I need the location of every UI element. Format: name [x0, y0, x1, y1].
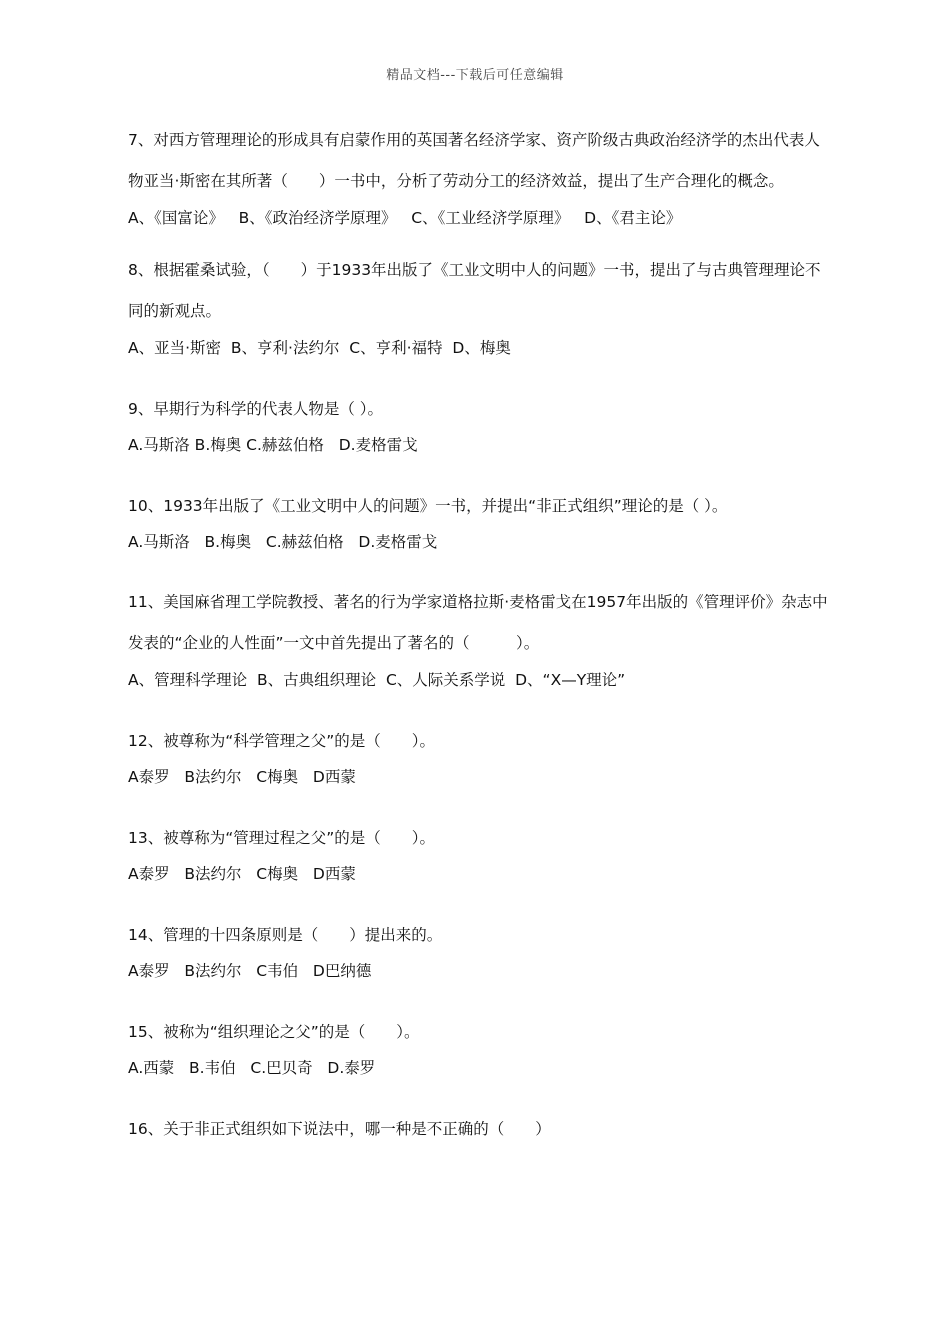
question-options: A.马斯洛 B.梅奥 C.赫兹伯格 D.麦格雷戈: [128, 436, 418, 454]
question-options: A.马斯洛 B.梅奥 C.赫兹伯格 D.麦格雷戈: [128, 533, 438, 551]
question-11: [128, 582, 828, 690]
page-header: 精品文档---下载后可任意编辑: [386, 68, 564, 83]
question-text: 10、1933年出版了《工业文明中人的问题》一书，并提出“非正式组织”理论的是（ ）。: [128, 497, 728, 515]
question-options: A泰罗 B法约尔 C韦伯 D巴纳德: [128, 962, 372, 980]
question-text: 14、管理的十四条原则是（ ）提出来的。: [128, 926, 443, 944]
question-options: A、《国富论》 B、《政治经济学原理》 C、《工业经济学原理》 D、《君主论》: [128, 209, 682, 227]
question-12: [128, 731, 828, 787]
question-options: A泰罗 B法约尔 C梅奥 D西蒙: [128, 865, 356, 883]
question-text: 12、被尊称为“科学管理之父”的是（ ）。: [128, 732, 436, 750]
question-16: [128, 1119, 828, 1139]
question-8: [128, 250, 828, 358]
question-text: 7、对西方管理理论的形成具有启蒙作用的英国著名经济学家、资产阶级古典政治经济学的杰出代表人物亚当·斯密在其所著（ ）一书中，分析了劳动分工的经济效益，提出了生产合理化的概念。: [128, 131, 820, 190]
question-options: A泰罗 B法约尔 C梅奥 D西蒙: [128, 768, 356, 786]
question-10: [128, 496, 828, 552]
question-text: 13、被尊称为“管理过程之父”的是（ ）。: [128, 829, 436, 847]
question-7: [128, 120, 828, 228]
question-text: 15、被称为“组织理论之父”的是（ ）。: [128, 1023, 420, 1041]
question-14: [128, 925, 828, 981]
question-9: [128, 399, 828, 455]
question-options: A.西蒙 B.韦伯 C.巴贝奇 D.泰罗: [128, 1059, 376, 1077]
question-text: 16、关于非正式组织如下说法中，哪一种是不正确的（ ）: [128, 1120, 551, 1138]
question-options: A、亚当·斯密 B、亨利·法约尔 C、亨利·福特 D、梅奥: [128, 339, 511, 357]
question-13: [128, 828, 828, 884]
question-list: [128, 120, 828, 1139]
question-text: 8、根据霍桑试验，（ ）于1933年出版了《工业文明中人的问题》一书，提出了与古典管理理论不同的新观点。: [128, 261, 821, 320]
question-15: [128, 1022, 828, 1078]
question-options: A、管理科学理论 B、古典组织理论 C、人际关系学说 D、“X—Y理论”: [128, 671, 626, 689]
question-text: 9、早期行为科学的代表人物是（ ）。: [128, 400, 384, 418]
question-text: 11、美国麻省理工学院教授、著名的行为学家道格拉斯·麦格雷戈在1957年出版的《管理评价》杂志中发表的“企业的人性面”一文中首先提出了著名的（ ）。: [128, 593, 828, 652]
